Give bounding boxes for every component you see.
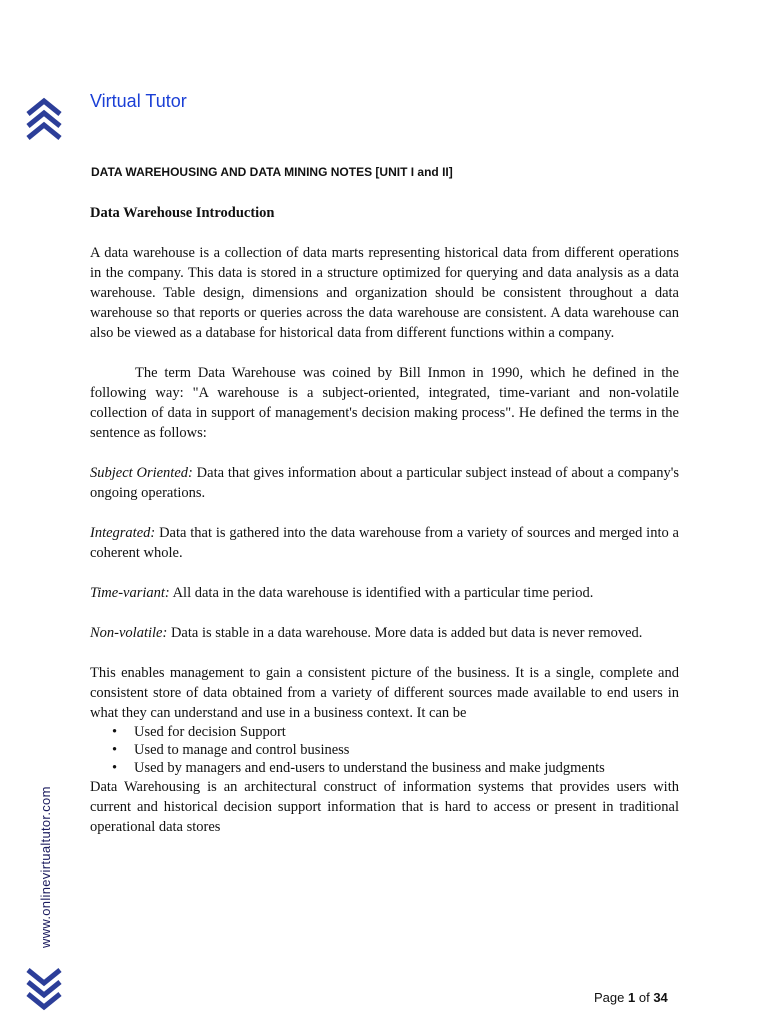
definition-integrated [90, 523, 679, 563]
list-item: • Used to manage and control business [112, 742, 350, 758]
term-definition: All data in the data warehouse is identified with a particular time period. [172, 585, 594, 601]
paragraph-architecture: Data Warehousing is an architectural construct of information systems that provides users with current and historical decision support information that is hard to access or present in traditional operational data stores [90, 779, 679, 835]
term-label: Integrated: [90, 525, 156, 541]
list-item: • Used by managers and end-users to understand the business and make judgments [112, 760, 605, 776]
bullet-list [90, 723, 679, 777]
term-label: Non-volatile: [90, 625, 168, 641]
document-title: DATA WAREHOUSING AND DATA MINING NOTES [UNIT I and II] [91, 165, 453, 179]
side-url: www.onlinevirtualtutor.com [38, 786, 53, 948]
document-body [90, 203, 679, 837]
page-number: Page 1 of 34 [594, 990, 668, 1005]
definition-non-volatile [90, 623, 679, 643]
double-chevron-down-icon [24, 962, 64, 1012]
bullet-icon: • [112, 760, 118, 776]
section-heading: Data Warehouse Introduction [90, 205, 275, 221]
paragraph-management: This enables management to gain a consistent picture of the business. It is a single, complete and consistent store of data obtained from a variety of different sources made available to end users in what they can understand and use in a business context. It can be [90, 665, 679, 721]
term-definition: Data that gives information about a particular subject instead of about a company's ongoing operations. [90, 465, 679, 501]
definition-time-variant [90, 583, 679, 603]
paragraph-intro: A data warehouse is a collection of data marts representing historical data from different operations in the company. This data is stored in a structure optimized for querying and data analysis as a data warehouse. Table design, dimensions and organization should be consistent throughout a data warehouse so that reports or queries across the data warehouse are consistent. A data warehouse can also be viewed as a database for historical data from different functions within a company. [90, 245, 679, 341]
paragraph-inmon: The term Data Warehouse was coined by Bill Inmon in 1990, which he defined in the following way: "A warehouse is a subject-oriented, integrated, time-variant and non-volatile collection of data in support of management's decision making process". He defined the terms in the sentence as follows: [90, 365, 679, 441]
term-label: Time-variant: [90, 585, 170, 601]
term-definition: Data that is gathered into the data warehouse from a variety of sources and merged into a coherent whole. [90, 525, 679, 561]
bullet-icon: • [112, 724, 118, 740]
term-definition: Data is stable in a data warehouse. More data is added but data is never removed. [170, 625, 643, 641]
list-item: • Used for decision Support [112, 724, 286, 740]
brand-title: Virtual Tutor [90, 91, 187, 111]
double-chevron-up-icon [24, 96, 64, 146]
term-label: Subject Oriented: [90, 465, 193, 481]
definition-subject-oriented [90, 463, 679, 503]
bullet-icon: • [112, 742, 118, 758]
